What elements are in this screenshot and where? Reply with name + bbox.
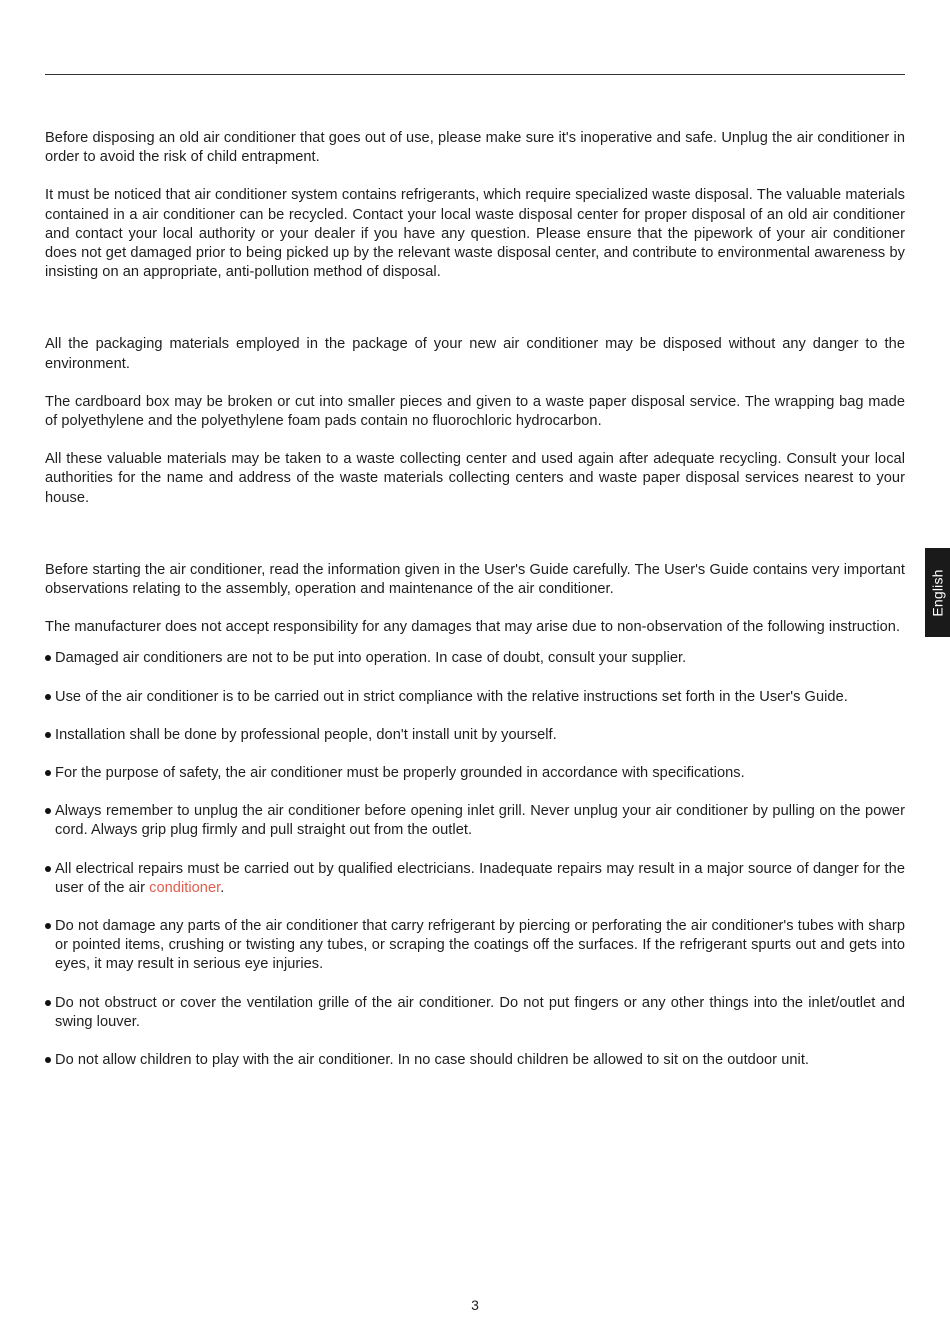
safety-bullet-text-start: All electrical repairs must be carried out by qualified electricians. Inadequate repairs may result in a major source of danger for the user of the air bbox=[55, 860, 905, 896]
highlighted-word: conditioner bbox=[149, 879, 221, 896]
disposal-paragraph-2: It must be noticed that air conditioner system contains refrigerants, which require specialized waste disposal. The valuable materials contained in a air conditioner can be recycled. Contact your local waste disposal center for proper disposal of an old air conditioner and contact your local authority or your dealer if you have any question. Please ensure that the pipework of your air conditioner does not get damaged prior to being picked up by the relevant waste disposal center, and contribute to environmental awareness by insisting on an appropriate, anti-pollution method of disposal. bbox=[45, 187, 905, 281]
bullet-dot-icon bbox=[45, 770, 51, 776]
bullet-dot-icon bbox=[45, 923, 51, 929]
safety-bullet-text: Do not damage any parts of the air conditioner that carry refrigerant by piercing or perforating the air conditioner's tubes with sharp or pointed items, crushing or twisting any tubes, or scraping the coatings off the surfaces. If the refrigerant spurts out and gets into eyes, it may result in serious eye injuries. bbox=[55, 918, 905, 973]
packaging-paragraph-3: All these valuable materials may be taken to a waste collecting center and used again after adequate recycling. Consult your local authorities for the name and address of the waste materials collecting centers and waste paper disposal services nearest to your house. bbox=[45, 451, 905, 506]
bullet-dot-icon bbox=[45, 1000, 51, 1006]
safety-bullet-item bbox=[45, 802, 905, 840]
safety-bullet-item bbox=[45, 726, 905, 745]
language-side-tab bbox=[925, 548, 950, 637]
safety-bullet-item bbox=[45, 649, 905, 668]
safety-intro-paragraph-1: Before starting the air conditioner, read the information given in the User's Guide carefully. The User's Guide contains very important observations relating to the assembly, operation and maintenance of the air conditioner. bbox=[45, 561, 905, 598]
safety-intro-paragraph-2: The manufacturer does not accept responsibility for any damages that may arise due to non-observation of the following instruction. bbox=[45, 619, 901, 636]
safety-bullet-text: Do not obstruct or cover the ventilation grille of the air conditioner. Do not put fingers or any other things into the inlet/outlet and swing louver. bbox=[55, 994, 905, 1030]
safety-bullet-text bbox=[55, 861, 905, 896]
bullet-dot-icon bbox=[45, 732, 51, 738]
packaging-paragraph-2: The cardboard box may be broken or cut into smaller pieces and given to a waste paper disposal service. The wrapping bag made of polyethylene and the polyethylene foam pads contain no fluorochloric hydrocarbon. bbox=[45, 393, 905, 430]
safety-bullet-text: Use of the air conditioner is to be carried out in strict compliance with the relative instructions set forth in the User's Guide. bbox=[55, 688, 848, 705]
safety-bullet-item bbox=[45, 1051, 905, 1070]
page-number: 3 bbox=[471, 1297, 479, 1313]
bullet-dot-icon bbox=[45, 694, 51, 700]
header-rule bbox=[45, 74, 905, 75]
safety-bullet-list bbox=[45, 649, 905, 1070]
bullet-dot-icon bbox=[45, 655, 51, 661]
safety-bullet-text: For the purpose of safety, the air conditioner must be properly grounded in accordance with specifications. bbox=[55, 765, 745, 782]
safety-bullet-text: Always remember to unplug the air conditioner before opening inlet grill. Never unplug your air conditioner by pulling on the power cord. Always grip plug firmly and pull straight out from the outlet. bbox=[55, 803, 905, 839]
safety-bullet-text: Damaged air conditioners are not to be put into operation. In case of doubt, consult your supplier. bbox=[55, 650, 687, 667]
disposal-paragraph-1: Before disposing an old air conditioner that goes out of use, please make sure it's inoperative and safe. Unplug the air conditioner in order to avoid the risk of child entrapment. bbox=[45, 130, 905, 166]
packaging-paragraph-1: All the packaging materials employed in the package of your new air conditioner may be disposed without any danger to the environment. bbox=[45, 336, 905, 372]
safety-bullet-item bbox=[45, 860, 905, 898]
safety-bullet-item bbox=[45, 688, 905, 707]
language-side-tab-label: English bbox=[929, 568, 946, 617]
safety-bullet-item bbox=[45, 994, 905, 1032]
bullet-dot-icon bbox=[45, 866, 51, 872]
page-body bbox=[45, 129, 905, 1070]
safety-bullet-text: Installation shall be done by professional people, don't install unit by yourself. bbox=[55, 726, 557, 743]
safety-bullet-item bbox=[45, 917, 905, 975]
safety-bullet-text: Do not allow children to play with the air conditioner. In no case should children be allowed to sit on the outdoor unit. bbox=[55, 1052, 810, 1069]
safety-bullet-text-end: . bbox=[220, 879, 225, 896]
bullet-dot-icon bbox=[45, 808, 51, 814]
bullet-dot-icon bbox=[45, 1057, 51, 1063]
safety-bullet-item bbox=[45, 764, 905, 783]
